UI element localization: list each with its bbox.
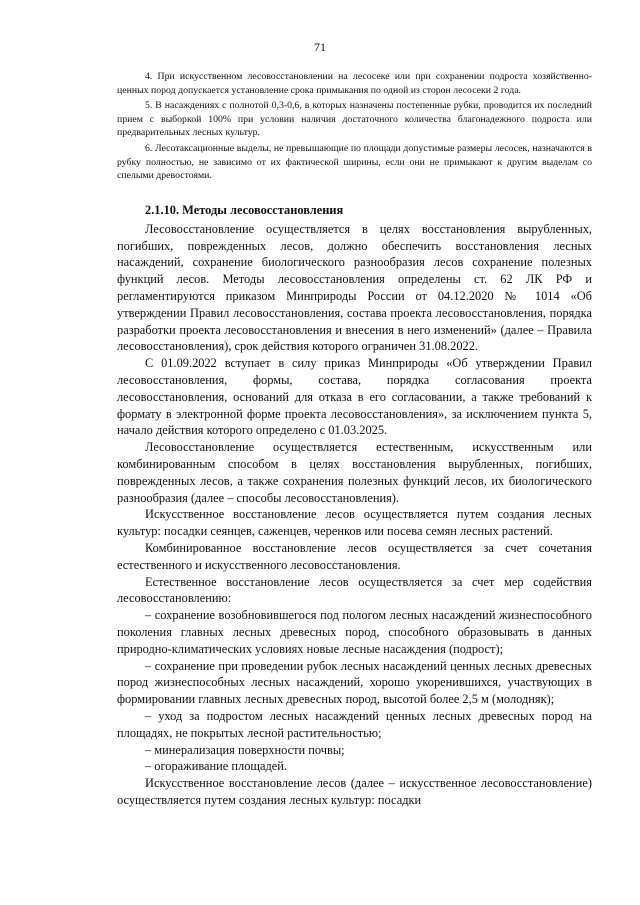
paragraph: Комбинированное восстановление лесов осуществляется за счет сочетания естественного и искусственного лесовосстановления.: [117, 540, 592, 572]
list-item: – минерализация поверхности почвы;: [145, 742, 345, 757]
page-number: 71: [314, 40, 326, 54]
main-text-block: [117, 202, 592, 809]
list-item: – огораживание площадей.: [145, 759, 287, 774]
small-paragraph: 6. Лесотаксационные выделы, не превышающие по площади допустимые размеры лесосек, назначаются в рубку полностью, не зависимо от их фактической ширины, если они не примыкают к другим выделам со спелыми древостоями.: [117, 142, 592, 182]
paragraph: С 01.09.2022 вступает в силу приказ Минприроды «Об утверждении Правил лесовосстановления, формы, состава, порядка согласования проекта лесовосстановления, оснований для отказа в его согласовании, а также требований к формату в электронной форме проекта лесовосстановления», за исключением пункта 5, начало действия которого определено с 01.03.2025.: [117, 356, 592, 438]
small-text-block: [117, 70, 592, 185]
paragraph: Лесовосстановление осуществляется в целях восстановления вырубленных, погибших, поврежденных лесов, должно обеспечить восстановления лесных насаждений, сохранение биологического разнообразия лесов сохранение полезных функций лесов. Методы лесовосстановления определены ст. 62 ЛК РФ и регламентируются приказом Минприроды России от 04.12.2020 № 1014 «Об утверждении Правил лесовосстановления, состава проекта лесовосстановления, порядка разработки проекта лесовосстановления и внесения в него изменений» (далее – Правила лесовосстановления), срок действия которого ограничен 31.08.2022.: [117, 221, 592, 354]
small-paragraph: 4. При искусственном лесовосстановлении на лесосеке или при сохранении подроста хозяйственно-ценных пород допускается установление срока примыкания по одной из сторон лесосеки 2 года.: [117, 71, 592, 96]
paragraph: Искусственное восстановление лесов осуществляется путем создания лесных культур: посадки сеянцев, саженцев, черенков или посева семян лесных растений.: [117, 507, 592, 539]
section-heading: 2.1.10. Методы лесовосстановления: [145, 203, 344, 217]
paragraph: Лесовосстановление осуществляется естественным, искусственным или комбинированным способом в целях восстановления вырубленных, погибших, поврежденных лесов, а также сохранения полезных функций лесов, их биологического разнообразия (далее – способы лесовосстановления).: [117, 440, 592, 505]
list-item: – сохранение при проведении рубок лесных насаждений ценных лесных древесных пород жизнеспособных лесных насаждений, хорошо укоренившихся, участвующих в формировании главных лесных древесных пород, высотой более 2,5 м (молодняк);: [117, 658, 592, 707]
list-item: – уход за подростом лесных насаждений ценных лесных древесных пород на площадях, не покрытых лесной растительностью;: [117, 708, 592, 740]
paragraph: Искусственное восстановление лесов (далее – искусственное лесовосстановление) осуществляется путем создания лесных культур: посадки: [117, 776, 592, 807]
paragraph: Естественное восстановление лесов осуществляется за счет мер содействия лесовосстановлению:: [117, 574, 592, 606]
small-paragraph: 5. В насаждениях с полнотой 0,3-0,6, в которых назначены постепенные рубки, проводится их последний прием с выборкой 100% при условии наличия достаточного количества благонадежного подроста или предварительных лесных культур.: [117, 100, 592, 139]
list-item: – сохранение возобновившегося под пологом лесных насаждений жизнеспособного поколения главных лесных древесных пород, способного образовывать в данных природно-климатических условиях новые лесные насаждения (подрост);: [117, 608, 592, 656]
